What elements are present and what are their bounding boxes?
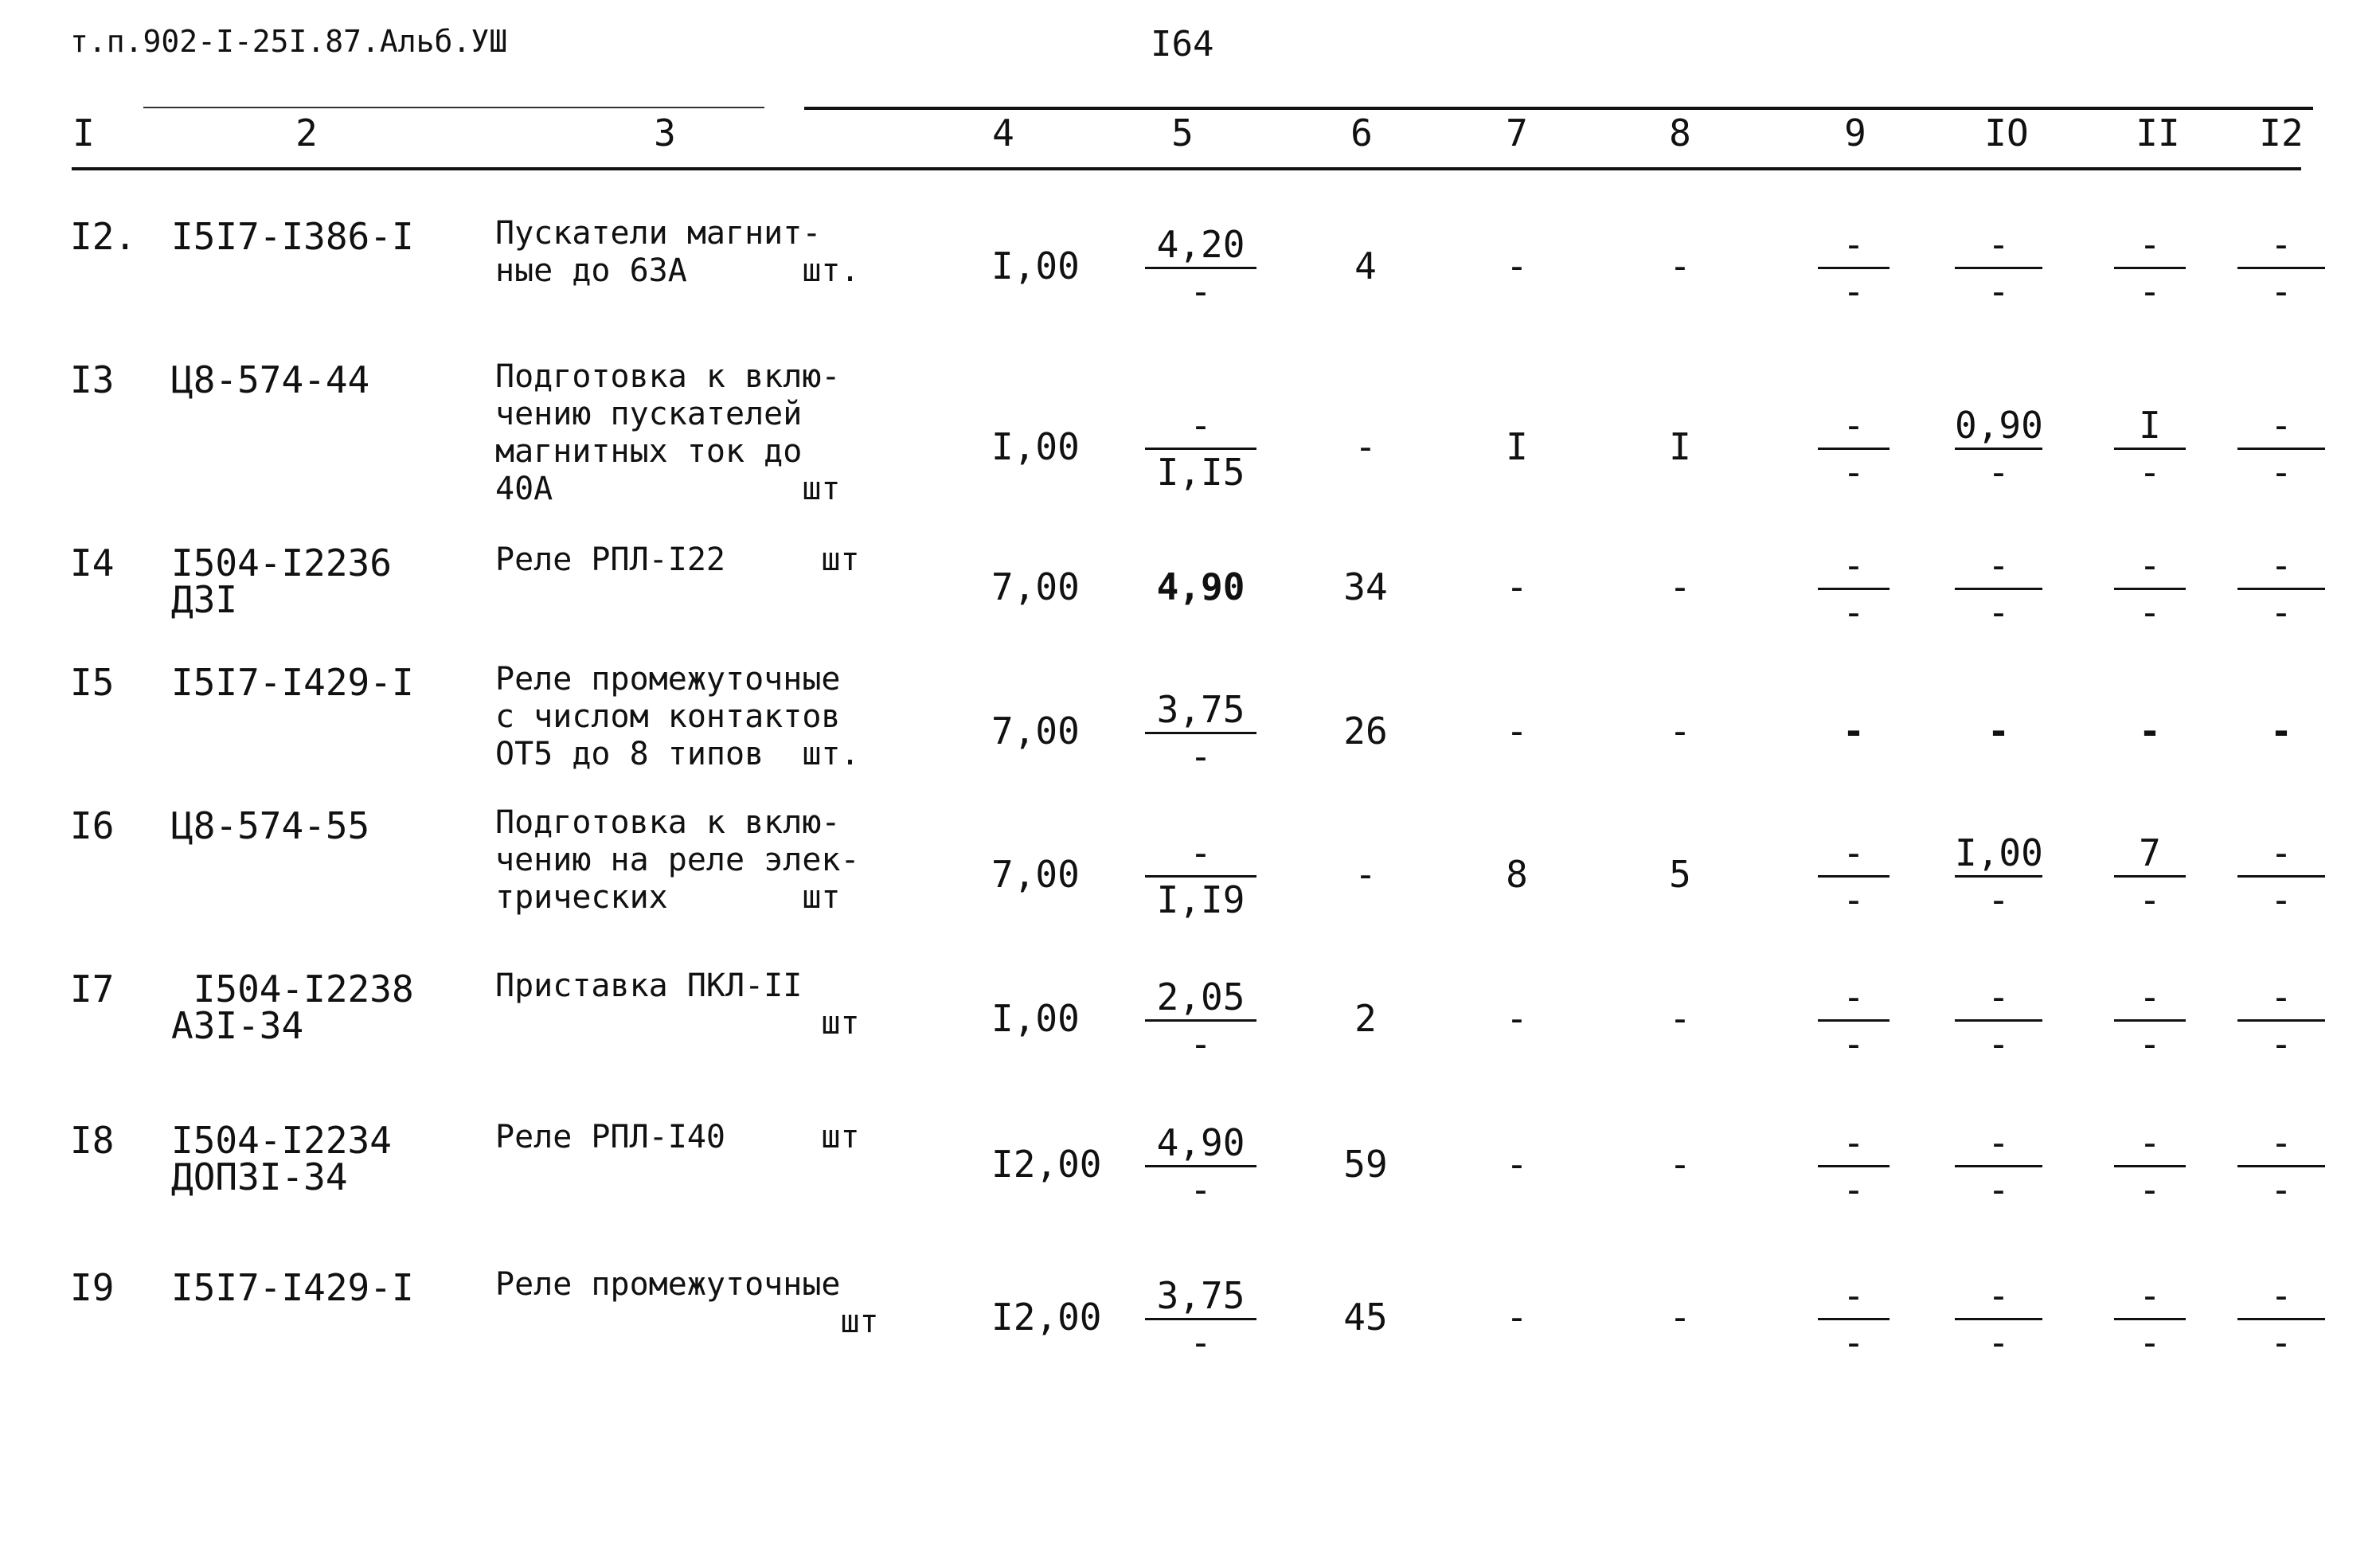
column-5-value <box>1145 975 1256 1066</box>
column-12-value <box>2237 222 2325 314</box>
quantity: 7,00 <box>991 852 1080 896</box>
item-description: Реле РПЛ-I22 шт <box>495 541 860 578</box>
item-description: шт <box>495 1005 860 1042</box>
column-9-value-denominator: - <box>1843 270 1865 313</box>
column-5-value <box>1145 831 1256 922</box>
column-12-value-denominator: - <box>2270 878 2292 921</box>
column-10-value <box>1955 1120 2042 1212</box>
column-11-value-denominator: - <box>2139 878 2161 921</box>
column-11-value <box>2114 222 2186 314</box>
column-6-value: 45 <box>1343 1296 1388 1339</box>
item-description: Реле промежуточные <box>495 661 841 698</box>
column-8-value: - <box>1669 997 1691 1040</box>
column-11-value <box>2114 403 2186 495</box>
column-9-value <box>1818 1273 1890 1365</box>
column-12-value-numerator: - <box>2270 404 2292 447</box>
column-8-value: - <box>1669 244 1691 287</box>
column-9-value <box>1818 403 1890 495</box>
column-7-value: 8 <box>1506 852 1528 896</box>
quantity: I,00 <box>991 244 1080 287</box>
column-number: I <box>72 111 95 154</box>
column-10-value-numerator: - <box>1987 1274 2010 1317</box>
column-11-value-numerator: - <box>2139 1121 2161 1164</box>
column-9-value-denominator: - <box>1843 1022 1865 1065</box>
column-9-value-numerator: - <box>1843 1274 1865 1317</box>
item-description: трических шт <box>495 879 841 916</box>
column-7-value: - <box>1506 565 1528 608</box>
item-description: Реле промежуточные <box>495 1266 841 1303</box>
column-9-value <box>1818 831 1890 922</box>
column-10-value-numerator: - <box>1987 975 2010 1018</box>
column-10-value-numerator: - <box>1987 544 2010 587</box>
column-12-value-numerator: - <box>2270 831 2292 874</box>
row-number: I4 <box>70 541 115 584</box>
column-12-value-denominator: - <box>2270 451 2292 494</box>
column-8-value: 5 <box>1669 852 1691 896</box>
column-11-value-denominator: - <box>2139 591 2161 634</box>
column-9-value-denominator: - <box>1843 1168 1865 1211</box>
column-number: 5 <box>1171 111 1194 154</box>
column-5-value <box>1145 1120 1256 1212</box>
column-12-value-numerator: - <box>2270 1121 2292 1164</box>
item-code: Д3I <box>171 578 238 621</box>
column-6-value: 2 <box>1354 997 1377 1040</box>
column-10-value-numerator: I,00 <box>1955 831 2043 874</box>
column-7-value: - <box>1506 709 1528 753</box>
column-8-value: - <box>1669 1296 1691 1339</box>
column-10-value-denominator: - <box>1987 270 2010 313</box>
column-10-value-denominator: - <box>1987 1022 2010 1065</box>
item-description: 40А шт <box>495 471 841 507</box>
column-9-value-numerator: - <box>1843 831 1865 874</box>
item-description: Реле РПЛ-I40 шт <box>495 1119 860 1155</box>
column-11-value-denominator: - <box>2139 1168 2161 1211</box>
column-number: 2 <box>295 111 318 154</box>
header-bottom-rule <box>72 167 2301 170</box>
item-code: I504-I2238 <box>171 968 414 1011</box>
column-5-value-numerator: 3,75 <box>1156 1274 1245 1317</box>
column-5-value: 4,90 <box>1156 565 1245 608</box>
column-12-value-denominator: - <box>2270 270 2292 313</box>
column-number: 6 <box>1350 111 1373 154</box>
column-10-value <box>1955 543 2042 635</box>
item-description: ОТ5 до 8 типов шт. <box>495 736 860 772</box>
item-code: I5I7-I386-I <box>171 215 414 258</box>
item-description: ные до 63А шт. <box>495 252 860 289</box>
item-code: Ц8-574-55 <box>171 804 370 847</box>
header-top-rule-right <box>804 107 2313 110</box>
column-9-value <box>1818 1120 1890 1212</box>
column-10-value-numerator: - <box>1987 223 2010 266</box>
column-12-value <box>2237 975 2325 1066</box>
row-number: I8 <box>70 1119 115 1162</box>
column-12-value-denominator: - <box>2270 591 2292 634</box>
column-6-value: 4 <box>1354 244 1377 287</box>
column-11-value-numerator: - <box>2139 223 2161 266</box>
column-9-value-numerator: - <box>1843 223 1865 266</box>
quantity: I2,00 <box>991 1143 1102 1186</box>
column-8-value: - <box>1669 565 1691 608</box>
column-11-value-denominator: - <box>2139 1321 2161 1364</box>
column-9-value: - <box>1843 709 1865 753</box>
column-12-value: - <box>2270 709 2292 753</box>
column-11-value <box>2114 831 2186 922</box>
column-8-value: - <box>1669 709 1691 753</box>
row-number: I9 <box>70 1266 115 1309</box>
column-5-value-numerator: 2,05 <box>1156 975 1245 1018</box>
item-description: магнитных ток до <box>495 433 803 470</box>
column-9-value-denominator: - <box>1843 451 1865 494</box>
item-description: чению пускателей <box>495 396 803 432</box>
column-5-value <box>1145 222 1256 314</box>
column-11-value-denominator: - <box>2139 1022 2161 1065</box>
row-number: I5 <box>70 661 115 704</box>
item-code: Ц8-574-44 <box>171 358 370 401</box>
column-5-value-numerator: 3,75 <box>1156 687 1245 731</box>
column-10-value <box>1955 222 2042 314</box>
row-number: I2. <box>70 215 137 258</box>
column-9-value-numerator: - <box>1843 1121 1865 1164</box>
column-6-value: 59 <box>1343 1143 1388 1186</box>
column-11-value: - <box>2139 709 2161 753</box>
column-7-value: - <box>1506 1143 1528 1186</box>
item-code: I504-I2234 <box>171 1119 392 1162</box>
column-11-value <box>2114 1273 2186 1365</box>
column-number: IO <box>1984 111 2029 154</box>
column-9-value-denominator: - <box>1843 1321 1865 1364</box>
page-number: I64 <box>1151 24 1214 65</box>
column-5-value-denominator: - <box>1190 1168 1212 1211</box>
column-9-value-numerator: - <box>1843 544 1865 587</box>
column-12-value-numerator: - <box>2270 223 2292 266</box>
column-9-value-numerator: - <box>1843 404 1865 447</box>
column-number: 3 <box>654 111 676 154</box>
column-5-value-numerator: 4,20 <box>1156 223 1245 266</box>
column-11-value-numerator: - <box>2139 1274 2161 1317</box>
item-description: Подготовка к вклю- <box>495 358 841 395</box>
column-10-value-numerator: - <box>1987 1121 2010 1164</box>
row-number: I7 <box>70 968 115 1011</box>
column-11-value-numerator: I <box>2139 404 2161 447</box>
item-description: шт <box>495 1304 879 1340</box>
column-10-value <box>1955 831 2042 922</box>
column-5-value-denominator: - <box>1190 734 1212 778</box>
column-number: 9 <box>1844 111 1866 154</box>
column-6-value: - <box>1354 425 1377 468</box>
column-10-value-denominator: - <box>1987 591 2010 634</box>
column-5-value <box>1145 1273 1256 1365</box>
column-5-value-denominator: I,I9 <box>1156 878 1245 921</box>
header-top-rule <box>143 107 764 108</box>
column-5-value-denominator: - <box>1190 270 1212 313</box>
column-11-value <box>2114 1120 2186 1212</box>
quantity: I2,00 <box>991 1296 1102 1339</box>
column-9-value-denominator: - <box>1843 591 1865 634</box>
column-number: 8 <box>1669 111 1691 154</box>
column-number: 4 <box>992 111 1014 154</box>
column-10-value-numerator: 0,90 <box>1955 404 2043 447</box>
column-8-value: I <box>1669 425 1691 468</box>
column-9-value-denominator: - <box>1843 878 1865 921</box>
column-10-value <box>1955 403 2042 495</box>
column-5-value-numerator: - <box>1190 404 1212 447</box>
column-5-value-denominator: - <box>1190 1022 1212 1065</box>
column-5-value <box>1145 687 1256 779</box>
column-12-value <box>2237 1120 2325 1212</box>
column-number: II <box>2136 111 2180 154</box>
column-12-value-denominator: - <box>2270 1321 2292 1364</box>
quantity: 7,00 <box>991 709 1080 753</box>
item-description: чению на реле элек- <box>495 842 860 878</box>
column-10-value-denominator: - <box>1987 878 2010 921</box>
column-7-value: I <box>1506 425 1528 468</box>
column-6-value: 34 <box>1343 565 1388 608</box>
quantity: I,00 <box>991 997 1080 1040</box>
column-number: 7 <box>1506 111 1528 154</box>
item-code: I5I7-I429-I <box>171 1266 414 1309</box>
column-12-value <box>2237 1273 2325 1365</box>
column-9-value <box>1818 975 1890 1066</box>
column-11-value-denominator: - <box>2139 451 2161 494</box>
column-number: I2 <box>2259 111 2304 154</box>
column-11-value <box>2114 543 2186 635</box>
column-5-value-denominator: - <box>1190 1321 1212 1364</box>
column-11-value-numerator: - <box>2139 544 2161 587</box>
column-9-value-numerator: - <box>1843 975 1865 1018</box>
column-5-value-denominator: I,I5 <box>1156 451 1245 494</box>
item-code: ДОП3I-34 <box>171 1155 348 1198</box>
column-10-value: - <box>1987 709 2010 753</box>
column-10-value-denominator: - <box>1987 1321 2010 1364</box>
column-12-value-denominator: - <box>2270 1022 2292 1065</box>
column-11-value-denominator: - <box>2139 270 2161 313</box>
quantity: 7,00 <box>991 565 1080 608</box>
column-9-value <box>1818 543 1890 635</box>
column-6-value: 26 <box>1343 709 1388 753</box>
column-12-value <box>2237 403 2325 495</box>
item-description: Приставка ПКЛ-II <box>495 968 803 1004</box>
column-7-value: - <box>1506 244 1528 287</box>
column-7-value: - <box>1506 1296 1528 1339</box>
column-7-value: - <box>1506 997 1528 1040</box>
column-9-value <box>1818 222 1890 314</box>
column-10-value <box>1955 975 2042 1066</box>
column-10-value-denominator: - <box>1987 1168 2010 1211</box>
column-8-value: - <box>1669 1143 1691 1186</box>
column-11-value-numerator: 7 <box>2139 831 2161 874</box>
column-12-value-numerator: - <box>2270 975 2292 1018</box>
quantity: I,00 <box>991 425 1080 468</box>
column-11-value <box>2114 975 2186 1066</box>
column-5-value <box>1145 403 1256 495</box>
column-12-value-numerator: - <box>2270 544 2292 587</box>
row-number: I3 <box>70 358 115 401</box>
column-12-value <box>2237 543 2325 635</box>
item-code: I5I7-I429-I <box>171 661 414 704</box>
item-description: Подготовка к вклю- <box>495 804 841 841</box>
column-6-value: - <box>1354 852 1377 896</box>
column-10-value-denominator: - <box>1987 451 2010 494</box>
document-reference: т.п.902-I-25I.87.Альб.УШ <box>70 24 508 59</box>
column-5-value-numerator: 4,90 <box>1156 1121 1245 1164</box>
column-10-value <box>1955 1273 2042 1365</box>
column-12-value-numerator: - <box>2270 1274 2292 1317</box>
row-number: I6 <box>70 804 115 847</box>
column-11-value-numerator: - <box>2139 975 2161 1018</box>
item-code: А3I-34 <box>171 1004 304 1047</box>
column-12-value <box>2237 831 2325 922</box>
item-description: с числом контактов <box>495 698 841 735</box>
item-description: Пускатели магнит- <box>495 215 822 252</box>
item-code: I504-I2236 <box>171 541 392 584</box>
column-5-value-numerator: - <box>1190 831 1212 874</box>
column-12-value-denominator: - <box>2270 1168 2292 1211</box>
